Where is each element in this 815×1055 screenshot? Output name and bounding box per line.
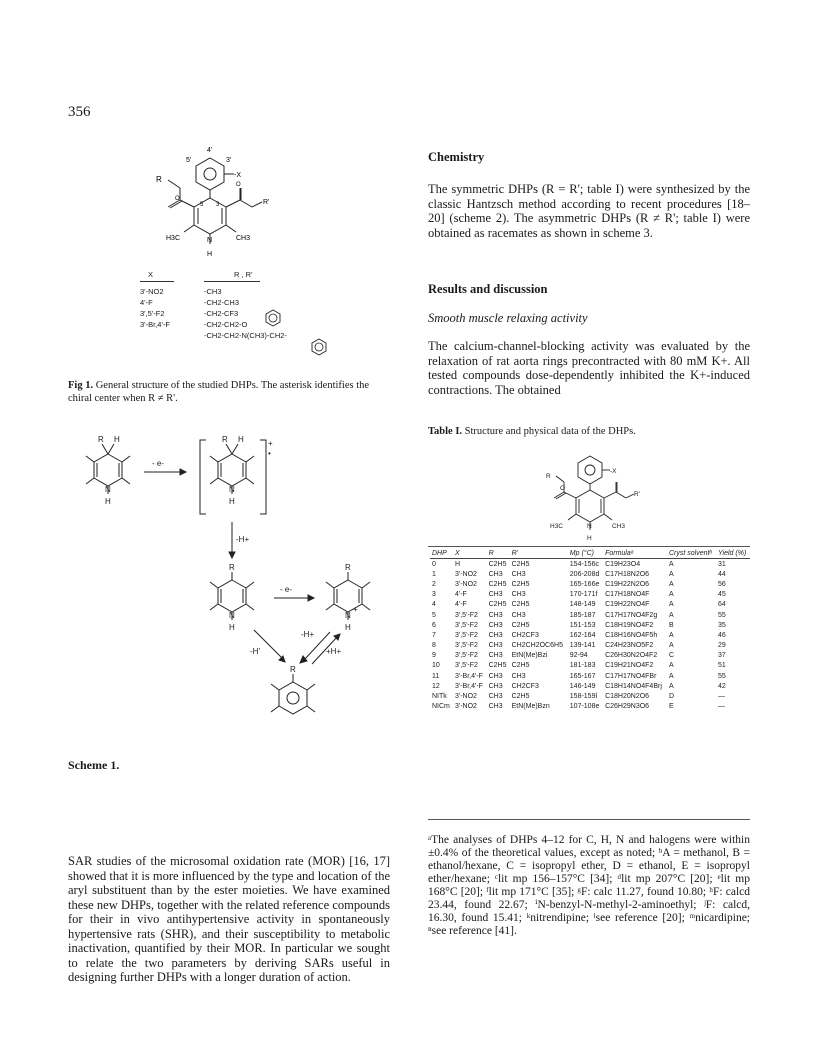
table-cell: C2H5: [488, 560, 507, 568]
fig1-r-value: -CH2-CH2-O: [204, 320, 248, 329]
table-row: [430, 579, 750, 589]
table-cell: C19H21NO4F2: [605, 662, 654, 670]
table-cell: C19H22NO4F: [605, 601, 650, 609]
table-cell: D: [668, 693, 675, 701]
col-header: Cryst solventᵇ: [667, 549, 716, 559]
table-cell: C2H5: [488, 601, 507, 609]
table-cell: C18H16NO4F5h: [605, 631, 658, 639]
fig1-x-value: 3'-Br,4'-F: [140, 320, 170, 329]
table-cell: 3'-NO2: [455, 693, 477, 701]
table-cell: C19H22N2O6: [605, 580, 650, 588]
table-cell: 3: [432, 591, 436, 599]
table-cell: A: [668, 672, 674, 680]
table-cell: 206-208d: [569, 570, 600, 578]
table-cell: CH3: [488, 631, 503, 639]
table-cell: B: [668, 621, 674, 629]
table1-structure-label-n: N: [587, 523, 592, 530]
table-cell: 11: [432, 672, 440, 680]
table-cell: CH3: [488, 652, 503, 660]
table-cell: C18H19NO4F2: [605, 621, 654, 629]
table-cell: CH3: [488, 621, 503, 629]
scheme1-label-r: R: [222, 435, 228, 444]
table-cell: 56: [718, 580, 726, 588]
scheme1-label-minus-e: - e-: [152, 459, 164, 468]
table-cell: 46: [718, 631, 726, 639]
col-header: DHP: [430, 549, 453, 559]
scheme1-label-r: R: [98, 435, 104, 444]
table-row: [430, 681, 750, 691]
table-cell: 3'-Br,4'-F: [455, 672, 483, 680]
results-paragraph: The calcium-channel-blocking activity was evaluated by the relaxation of rat aorta rings precontracted with 80 mM K+. All tested compounds dose-dependently inhibited the K+-induced contractions. The obtained: [428, 339, 750, 397]
table-cell: 44: [718, 570, 726, 578]
fig1-label-n: N: [207, 237, 213, 244]
table-row: [430, 641, 750, 651]
scheme1-label-n: N: [229, 611, 235, 620]
table-cell: 165-166e: [569, 580, 600, 588]
table-cell: 4'-F: [455, 601, 467, 609]
table-bottom-rule: [428, 819, 750, 820]
page-number: 356: [68, 104, 91, 120]
table-cell: C2H5: [511, 560, 530, 568]
scheme1-label-h: H: [345, 623, 351, 632]
fig1-label-x: -X: [234, 172, 241, 179]
table-cell: A: [668, 682, 674, 690]
table-cell: NICm: [432, 703, 450, 711]
table-row: [430, 590, 750, 600]
fig1-label-pos4: 4': [207, 147, 213, 154]
table-cell: A: [668, 662, 674, 670]
table-cell: A: [668, 631, 674, 639]
table-cell: CH3: [488, 672, 503, 680]
fig1-label-pos3: 3': [226, 157, 232, 164]
table-cell: 51: [718, 662, 726, 670]
fig1-label-o2: O: [236, 182, 241, 188]
figure1-structure: [120, 140, 300, 265]
table-cell: 3'-NO2: [455, 570, 477, 578]
fig1-x-value: 4'-F: [140, 298, 153, 307]
scheme1-label-h: H: [229, 623, 235, 632]
table1-footnote: ᵃThe analyses of DHPs 4–12 for C, H, N and halogens were within ±0.4% of the theoretical values, except as noted; ᵇA = methanol, B = ethanol/hexane, C = isopropyl ether, D = ethanol, E = isopropyl ether/hexane; ᶜlit mp 156–157°C [34]; ᵈlit mp 207°C [20]; ᵉlit mp 168°C [20]; ᶠlit mp 171°C [35]; ᵍF: calc 11.27, found 10.80; ʰF: calcd 23.44, found 22.67; ⁱN-benzyl-N-methyl-2-aminoethyl; ʲF: calcd, 16.30, found 15.41; ᵏnitrendipine; ˡsee reference [20]; ᵐnicardipine; ⁿsee reference [41].: [428, 834, 750, 937]
table-cell: CH2CH2OC6H5: [511, 642, 563, 650]
table-cell: A: [668, 601, 674, 609]
table-row: [430, 651, 750, 661]
fig1-r-value: -CH2-CH3: [204, 298, 240, 307]
table-cell: A: [668, 611, 674, 619]
table-cell: C17H18NO4F: [605, 591, 650, 599]
table-cell: 2: [432, 580, 436, 588]
fig1-x-value: 3'-NO2: [140, 287, 164, 296]
table-cell: 5: [432, 611, 436, 619]
fig1-x-value: 3',5'-F2: [140, 309, 165, 318]
table-top-rule: [428, 546, 750, 547]
table-cell: 6: [432, 621, 436, 629]
fig1-label-pos5: 5': [186, 157, 192, 164]
table-cell: EtN(Me)Bzn: [511, 703, 550, 711]
table1-structure-label-h3c: H3C: [550, 523, 564, 530]
fig1-label-n3: 3: [216, 202, 220, 208]
table-cell: 154-156c: [569, 560, 599, 568]
table-cell: 12: [432, 682, 440, 690]
table-cell: 185-187: [569, 611, 596, 619]
table-cell: C17H18N2O6: [605, 570, 650, 578]
table-cell: 158-159l: [569, 693, 598, 701]
table-cell: A: [668, 591, 674, 599]
table-cell: C2H5: [511, 662, 530, 670]
table-cell: 8: [432, 642, 436, 650]
table-cell: CH3: [488, 570, 503, 578]
table1-structure-label-o: O: [560, 485, 566, 492]
table-cell: EtN(Me)Bzi: [511, 652, 548, 660]
table-cell: 3',5'-F2: [455, 631, 478, 639]
col-header: Mp (°C): [568, 549, 603, 559]
table-cell: 4'-F: [455, 591, 467, 599]
table1-structure-label-ch3: CH3: [612, 523, 626, 530]
fig1-label-o1: O: [175, 196, 180, 202]
fig1-label-rprime: R': [263, 199, 270, 206]
table-cell: CH3: [488, 611, 503, 619]
table-cell: C2H5: [511, 580, 530, 588]
table-cell: C2H5: [511, 693, 530, 701]
table-cell: CH2CF3: [511, 631, 539, 639]
table-cell: 3',5'-F2: [455, 621, 478, 629]
table-cell: 151-153: [569, 621, 596, 629]
table-cell: C26H29N3O6: [605, 703, 650, 711]
table-cell: 3',5'-F2: [455, 652, 478, 660]
col-header: R: [487, 549, 510, 559]
table-cell: 42: [718, 682, 726, 690]
table-row: [430, 559, 750, 570]
scheme1-label-h: H: [105, 497, 111, 506]
table-cell: CH3: [488, 591, 503, 599]
table-cell: CH3: [488, 703, 503, 711]
table-cell: C: [668, 652, 675, 660]
scheme1-label-r: R: [229, 563, 235, 572]
table-row: [430, 610, 750, 620]
fig1-label-n5: 5: [200, 202, 204, 208]
table-cell: CH3: [511, 591, 526, 599]
scheme1-label-minus-e: - e-: [280, 585, 292, 594]
table-cell: 29: [718, 642, 726, 650]
table-cell: 3',5'-F2: [455, 642, 478, 650]
table-cell: CH3: [488, 682, 503, 690]
table-cell: C2H5: [511, 621, 530, 629]
fig1-r-value: -CH3: [204, 287, 222, 296]
table-cell: C18H14NO4F4Brj: [605, 682, 662, 690]
table-cell: 35: [718, 621, 726, 629]
fig1-x-header: X: [148, 270, 154, 279]
table-cell: CH3: [511, 611, 526, 619]
table-cell: 107-108e: [569, 703, 600, 711]
table-cell: 1: [432, 570, 436, 578]
table-cell: 162-164: [569, 631, 596, 639]
scheme1-diagram: [68, 432, 398, 732]
fig1-label-r: R: [156, 175, 162, 184]
fig1-label-h3c: H3C: [166, 235, 181, 242]
table-cell: A: [668, 642, 674, 650]
fig1-label-ch3: CH3: [236, 235, 251, 242]
table-row: [430, 702, 750, 712]
table-cell: —: [718, 703, 725, 711]
scheme1-label-h: H: [229, 497, 235, 506]
chemistry-paragraph: The symmetric DHPs (R = R'; table I) were synthesized by the classic Hantzsch method according to recent procedures [18–20] (scheme 2). The asymmetric DHPs (R ≠ R'; table I) were obtained as racemates as shown in scheme 3.: [428, 182, 750, 240]
table-cell: CH3: [488, 642, 503, 650]
scheme1-label-plus-hplus: +H+: [326, 647, 342, 656]
table-cell: —: [718, 693, 725, 701]
table-cell: 7: [432, 631, 436, 639]
table-cell: E: [668, 703, 674, 711]
table-cell: C17H17NO4FBr: [605, 672, 657, 680]
table-cell: 0: [432, 560, 436, 568]
table1-structure-label-rprime: R': [634, 491, 640, 498]
table-cell: 10: [432, 662, 440, 670]
scheme1-label-h: H: [238, 435, 244, 444]
scheme1-label: Scheme 1.: [68, 758, 120, 772]
table-cell: A: [668, 580, 674, 588]
table-cell: 3',5'-F2: [455, 662, 478, 670]
table-cell: A: [668, 570, 674, 578]
table-cell: 55: [718, 672, 726, 680]
col-header: Formulaᵃ: [603, 549, 667, 559]
table-cell: 170-171f: [569, 591, 598, 599]
scheme1-label-dot: •: [268, 449, 271, 458]
fig1-r-header: R , R': [234, 270, 253, 279]
table-cell: CH3: [488, 693, 503, 701]
scheme1-label-r: R: [290, 665, 296, 674]
table-header-row: [430, 549, 750, 559]
figure1-caption-label: Fig 1.: [68, 380, 94, 391]
table1-structure-label-r: R: [546, 473, 551, 480]
table-cell: 55: [718, 611, 726, 619]
table-cell: 45: [718, 591, 726, 599]
table1-structure-label-x: -X: [610, 468, 617, 475]
table-cell: 37: [718, 652, 726, 660]
table-cell: C2H5: [488, 580, 507, 588]
scheme1-label-minus-hplus: -H+: [236, 535, 250, 544]
table-cell: CH2CF3: [511, 682, 539, 690]
scheme1-label-plus: +: [268, 439, 273, 448]
table1-caption-text: Structure and physical data of the DHPs.: [464, 426, 636, 437]
fig1-label-h: H: [207, 251, 213, 258]
table-row: [430, 620, 750, 630]
table-row: [430, 661, 750, 671]
chemistry-heading: Chemistry: [428, 150, 485, 164]
table-cell: C24H23NO5F2: [605, 642, 654, 650]
col-header: X: [453, 549, 487, 559]
table-cell: 139-141: [569, 642, 596, 650]
fig1-r-value: -CH2-CF3: [204, 309, 239, 318]
table-cell: 3'-NO2: [455, 580, 477, 588]
dhp-table: [430, 549, 750, 712]
scheme1-label-r: R: [345, 563, 351, 572]
table-cell: C2H5: [511, 601, 530, 609]
phenyl-icon: [310, 338, 328, 356]
table-cell: C26H30N2O4F2: [605, 652, 658, 660]
table-cell: C17H17NO4F2g: [605, 611, 658, 619]
figure1-caption: [68, 380, 390, 405]
scheme1-label-n: N: [229, 485, 235, 494]
table-cell: 64: [718, 601, 726, 609]
table-cell: 165-167: [569, 672, 596, 680]
left-paragraph: SAR studies of the microsomal oxidation rate (MOR) [16, 17] showed that it is more influenced by the type and location of the aryl substituent than by the ester moieties. We have examined these new DHPs, together with the related reference compounds for their in vivo antihypertensive activity in spontaneously hypertensive rats (SHR), and their susceptibility to metabolic inactivation, quantified by their MOR. In particular we sought to relate the two parameters by deriving SARs useful in designing further DHPs with a longer duration of action.: [68, 854, 390, 984]
table1-structure: [520, 448, 660, 544]
table1-caption-label: Table I.: [428, 426, 463, 437]
fig1-r-value: -CH2-CH2-N(CH3)-CH2-: [204, 331, 287, 340]
table-cell: 92-94: [569, 652, 588, 660]
scheme1-label-minus-hplus: -H+: [301, 630, 315, 639]
table-cell: C19H23O4: [605, 560, 641, 568]
scheme1-label-plus: +: [353, 605, 358, 614]
table-cell: 3'-NO2: [455, 703, 477, 711]
table-cell: NITk: [432, 693, 447, 701]
table-cell: A: [668, 560, 674, 568]
table-cell: 3',5'-F2: [455, 611, 478, 619]
table-cell: 9: [432, 652, 436, 660]
scheme1-label-n: N: [105, 485, 111, 494]
col-header: Yield (%): [716, 549, 750, 559]
phenyl-icon: [264, 309, 282, 327]
table1-structure-label-h: H: [587, 535, 592, 542]
results-heading: Results and discussion: [428, 282, 548, 296]
table-row: [430, 600, 750, 610]
table-row: [430, 630, 750, 640]
table-cell: H: [455, 560, 461, 568]
table-cell: C2H5: [488, 662, 507, 670]
table-cell: 3'-Br,4'-F: [455, 682, 483, 690]
table-cell: 181-183: [569, 662, 596, 670]
table1-caption: [428, 426, 750, 439]
table-row: [430, 569, 750, 579]
table-cell: 146-149: [569, 682, 596, 690]
scheme1-label-minus-h: -H': [250, 647, 260, 656]
figure1-caption-text: General structure of the studied DHPs. The asterisk identifies the chiral center when R ≠ R'.: [68, 380, 370, 404]
scheme1-label-n: N: [345, 611, 351, 620]
results-subheading: Smooth muscle relaxing activity: [428, 311, 588, 325]
table-row: [430, 671, 750, 681]
col-header: R': [510, 549, 568, 559]
table-cell: CH3: [511, 570, 526, 578]
scheme1-label-h: H: [114, 435, 120, 444]
table-cell: 4: [432, 601, 436, 609]
table-cell: C18H20N2O6: [605, 693, 650, 701]
table-row: [430, 691, 750, 701]
table-cell: CH3: [511, 672, 526, 680]
table-cell: 148-149: [569, 601, 596, 609]
table-cell: 31: [718, 560, 726, 568]
